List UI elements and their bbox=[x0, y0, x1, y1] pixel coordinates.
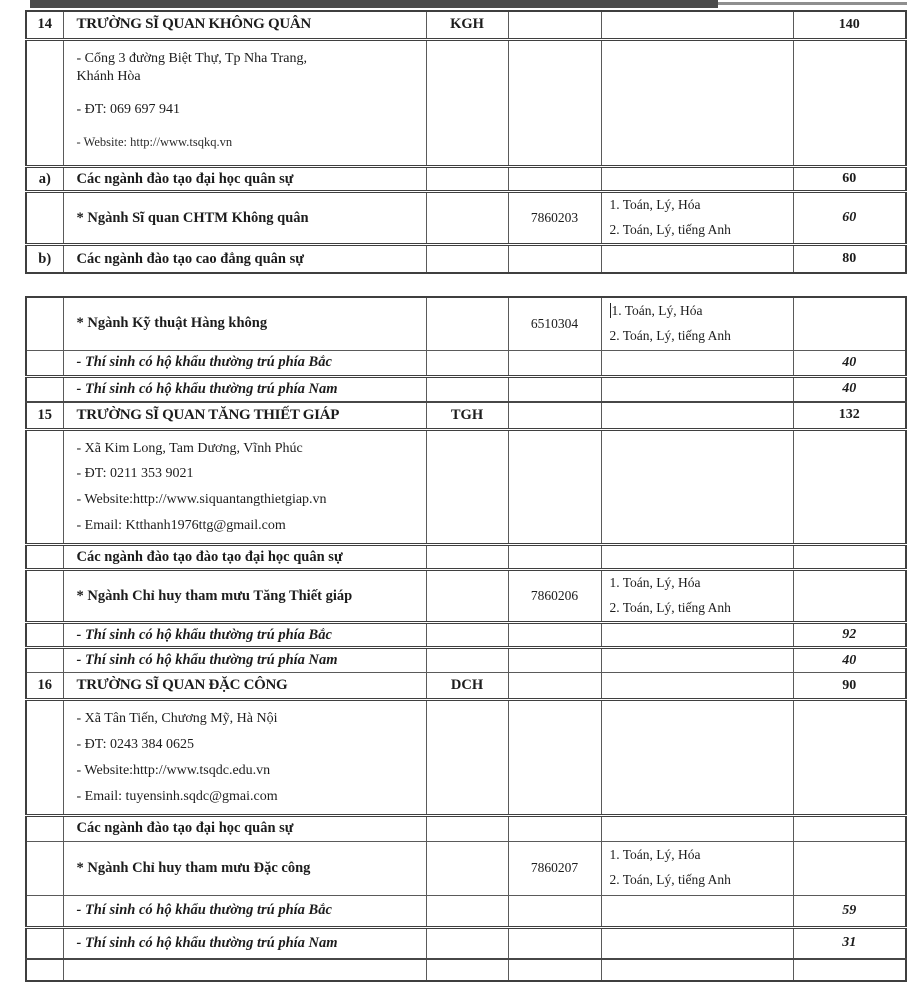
empty-cell bbox=[601, 167, 793, 192]
subject-combo-2: 2. Toán, Lý, tiếng Anh bbox=[609, 222, 731, 238]
empty-cell bbox=[601, 429, 793, 545]
empty-cell bbox=[793, 815, 906, 841]
empty-cell bbox=[601, 623, 793, 648]
school-email: - Email: tuyensinh.sqdc@gmai.com bbox=[76, 788, 278, 804]
empty-cell bbox=[426, 376, 508, 402]
empty-cell bbox=[793, 429, 906, 545]
admissions-table-lower bbox=[25, 296, 907, 982]
empty-cell bbox=[26, 895, 63, 927]
resident-category: - Thí sinh có hộ khẩu thường trú phía Nam bbox=[63, 648, 426, 673]
empty-cell bbox=[426, 623, 508, 648]
table-row bbox=[26, 244, 906, 273]
quota-value: 60 bbox=[793, 167, 906, 192]
table-row bbox=[26, 429, 906, 545]
quota-value: 60 bbox=[793, 192, 906, 245]
school-name: TRƯỜNG SĨ QUAN ĐẶC CÔNG bbox=[63, 673, 426, 700]
table-row bbox=[26, 648, 906, 673]
school-phone: - ĐT: 0211 353 9021 bbox=[76, 466, 194, 482]
empty-cell bbox=[26, 648, 63, 673]
empty-cell bbox=[601, 700, 793, 816]
subject-combo-2: 2. Toán, Lý, tiếng Anh bbox=[609, 327, 731, 343]
quota-value: 92 bbox=[793, 623, 906, 648]
resident-category: - Thí sinh có hộ khẩu thường trú phía Nam bbox=[63, 927, 426, 959]
school-code: KGH bbox=[426, 11, 508, 39]
empty-cell bbox=[601, 895, 793, 927]
school-phone: - ĐT: 0243 384 0625 bbox=[76, 736, 195, 752]
admissions-table-upper bbox=[25, 10, 907, 274]
school-code: DCH bbox=[426, 673, 508, 700]
empty-cell bbox=[601, 244, 793, 273]
empty-cell bbox=[601, 402, 793, 429]
row-number: 15 bbox=[26, 402, 63, 429]
empty-cell bbox=[508, 11, 601, 39]
empty-cell bbox=[26, 815, 63, 841]
empty-cell bbox=[601, 350, 793, 376]
empty-cell bbox=[426, 545, 508, 570]
empty-cell bbox=[508, 167, 601, 192]
empty-cell bbox=[793, 570, 906, 623]
section-title: Các ngành đào tạo đại học quân sự bbox=[63, 815, 426, 841]
quota-value: 40 bbox=[793, 648, 906, 673]
subject-combo-1: 1. Toán, Lý, Hóa bbox=[609, 575, 701, 591]
school-website: - Website:http://www.siquantangthietgiap.vn bbox=[76, 492, 327, 508]
resident-category: - Thí sinh có hộ khẩu thường trú phía Bắc bbox=[63, 623, 426, 648]
subject-combo-1: 1. Toán, Lý, Hóa bbox=[609, 847, 701, 863]
empty-cell bbox=[508, 623, 601, 648]
empty-cell bbox=[508, 244, 601, 273]
empty-cell bbox=[26, 927, 63, 959]
empty-cell bbox=[26, 429, 63, 545]
empty-cell bbox=[601, 673, 793, 700]
resident-category: - Thí sinh có hộ khẩu thường trú phía Bắc bbox=[63, 895, 426, 927]
empty-cell bbox=[793, 545, 906, 570]
school-email: - Email: Ktthanh1976ttg@gmail.com bbox=[76, 518, 286, 534]
empty-cell bbox=[26, 297, 63, 350]
empty-cell bbox=[426, 429, 508, 545]
row-number: 14 bbox=[26, 11, 63, 39]
empty-cell bbox=[793, 959, 906, 981]
empty-cell bbox=[26, 192, 63, 245]
empty-cell bbox=[426, 841, 508, 895]
resident-category: - Thí sinh có hộ khẩu thường trú phía Nam bbox=[63, 376, 426, 402]
table-row bbox=[26, 570, 906, 623]
empty-cell bbox=[26, 959, 63, 981]
empty-cell bbox=[426, 959, 508, 981]
empty-cell bbox=[508, 39, 601, 167]
quota-value: 40 bbox=[793, 376, 906, 402]
program-code: 7860207 bbox=[508, 841, 601, 895]
empty-cell bbox=[508, 815, 601, 841]
empty-cell bbox=[426, 244, 508, 273]
row-letter: b) bbox=[26, 244, 63, 273]
text-caret bbox=[610, 303, 611, 318]
program-code: 6510304 bbox=[508, 297, 601, 350]
school-contact-details bbox=[63, 429, 426, 545]
empty-cell bbox=[508, 895, 601, 927]
school-contact-details bbox=[63, 39, 426, 167]
empty-cell bbox=[601, 376, 793, 402]
school-name: TRƯỜNG SĨ QUAN KHÔNG QUÂN bbox=[63, 11, 426, 39]
subject-combo-1 bbox=[610, 299, 793, 324]
empty-cell bbox=[426, 648, 508, 673]
program-name: * Ngành Sĩ quan CHTM Không quân bbox=[63, 192, 426, 245]
empty-cell bbox=[26, 545, 63, 570]
program-name: * Ngành Kỹ thuật Hàng không bbox=[63, 297, 426, 350]
empty-cell bbox=[26, 841, 63, 895]
empty-cell bbox=[426, 570, 508, 623]
empty-cell bbox=[26, 623, 63, 648]
program-name: * Ngành Chỉ huy tham mưu Tăng Thiết giáp bbox=[63, 570, 426, 623]
empty-cell bbox=[26, 350, 63, 376]
table-row bbox=[26, 11, 906, 39]
empty-cell bbox=[26, 700, 63, 816]
empty-cell bbox=[601, 815, 793, 841]
empty-cell bbox=[793, 700, 906, 816]
quota-value: 31 bbox=[793, 927, 906, 959]
subject-combo-2: 2. Toán, Lý, tiếng Anh bbox=[609, 600, 731, 616]
table-row bbox=[26, 815, 906, 841]
resident-category: - Thí sinh có hộ khẩu thường trú phía Bắc bbox=[63, 350, 426, 376]
empty-cell bbox=[601, 545, 793, 570]
empty-cell bbox=[426, 927, 508, 959]
empty-cell bbox=[63, 959, 426, 981]
quota-value: 140 bbox=[793, 11, 906, 39]
table-row bbox=[26, 376, 906, 402]
empty-cell bbox=[601, 11, 793, 39]
section-title: Các ngành đào tạo đại học quân sự bbox=[63, 167, 426, 192]
subject-combo-2: 2. Toán, Lý, tiếng Anh bbox=[609, 872, 731, 888]
school-address: - Xã Kim Long, Tam Dương, Vĩnh Phúc bbox=[76, 440, 303, 456]
empty-cell bbox=[601, 959, 793, 981]
empty-cell bbox=[793, 297, 906, 350]
quota-value: 90 bbox=[793, 673, 906, 700]
empty-cell bbox=[508, 673, 601, 700]
empty-cell bbox=[26, 376, 63, 402]
empty-cell bbox=[426, 815, 508, 841]
school-address: - Cổng 3 đường Biệt Thự, Tp Nha Trang, Khánh Hòa bbox=[76, 50, 308, 85]
empty-cell bbox=[601, 927, 793, 959]
school-code: TGH bbox=[426, 402, 508, 429]
table-row bbox=[26, 623, 906, 648]
table-row bbox=[26, 545, 906, 570]
empty-cell bbox=[793, 39, 906, 167]
school-address: - Xã Tân Tiến, Chương Mỹ, Hà Nội bbox=[76, 711, 278, 726]
section-title: Các ngành đào tạo cao đẳng quân sự bbox=[63, 244, 426, 273]
exam-subjects bbox=[601, 841, 793, 895]
empty-cell bbox=[426, 700, 508, 816]
empty-cell bbox=[508, 648, 601, 673]
exam-subjects bbox=[601, 297, 793, 350]
section-title: Các ngành đào tạo đào tạo đại học quân sự bbox=[63, 545, 426, 570]
empty-cell bbox=[508, 927, 601, 959]
school-name: TRƯỜNG SĨ QUAN TĂNG THIẾT GIÁP bbox=[63, 402, 426, 429]
empty-cell bbox=[508, 350, 601, 376]
exam-subjects bbox=[601, 192, 793, 245]
table-row bbox=[26, 895, 906, 927]
empty-cell bbox=[426, 895, 508, 927]
table-row-empty bbox=[26, 959, 906, 981]
empty-cell bbox=[793, 841, 906, 895]
previous-row-remnant bbox=[30, 0, 718, 8]
empty-cell bbox=[508, 402, 601, 429]
subject-combo-1: 1. Toán, Lý, Hóa bbox=[609, 197, 701, 213]
exam-subjects bbox=[601, 570, 793, 623]
empty-cell bbox=[508, 429, 601, 545]
school-website: - Website: http://www.tsqkq.vn bbox=[76, 135, 233, 150]
program-code: 7860206 bbox=[508, 570, 601, 623]
empty-cell bbox=[426, 192, 508, 245]
empty-cell bbox=[601, 39, 793, 167]
table-row bbox=[26, 841, 906, 895]
previous-row-border bbox=[718, 2, 907, 5]
program-code: 7860203 bbox=[508, 192, 601, 245]
empty-cell bbox=[26, 39, 63, 167]
quota-value: 80 bbox=[793, 244, 906, 273]
row-number: 16 bbox=[26, 673, 63, 700]
quota-value: 59 bbox=[793, 895, 906, 927]
empty-cell bbox=[426, 39, 508, 167]
empty-cell bbox=[426, 167, 508, 192]
table-row bbox=[26, 402, 906, 429]
empty-cell bbox=[508, 545, 601, 570]
table-row bbox=[26, 39, 906, 167]
table-row bbox=[26, 297, 906, 350]
empty-cell bbox=[426, 350, 508, 376]
empty-cell bbox=[601, 648, 793, 673]
school-website: - Website:http://www.tsqdc.edu.vn bbox=[76, 762, 271, 778]
table-row bbox=[26, 350, 906, 376]
table-row bbox=[26, 192, 906, 245]
school-contact-details bbox=[63, 700, 426, 816]
table-row bbox=[26, 673, 906, 700]
school-phone: - ĐT: 069 697 941 bbox=[76, 102, 181, 118]
row-letter: a) bbox=[26, 167, 63, 192]
empty-cell bbox=[508, 700, 601, 816]
quota-value: 132 bbox=[793, 402, 906, 429]
empty-cell bbox=[508, 959, 601, 981]
empty-cell bbox=[426, 297, 508, 350]
empty-cell bbox=[508, 376, 601, 402]
subject-combo-1-text: 1. Toán, Lý, Hóa bbox=[611, 302, 703, 318]
table-row bbox=[26, 167, 906, 192]
table-row bbox=[26, 927, 906, 959]
empty-cell bbox=[26, 570, 63, 623]
table-row bbox=[26, 700, 906, 816]
quota-value: 40 bbox=[793, 350, 906, 376]
program-name: * Ngành Chỉ huy tham mưu Đặc công bbox=[63, 841, 426, 895]
